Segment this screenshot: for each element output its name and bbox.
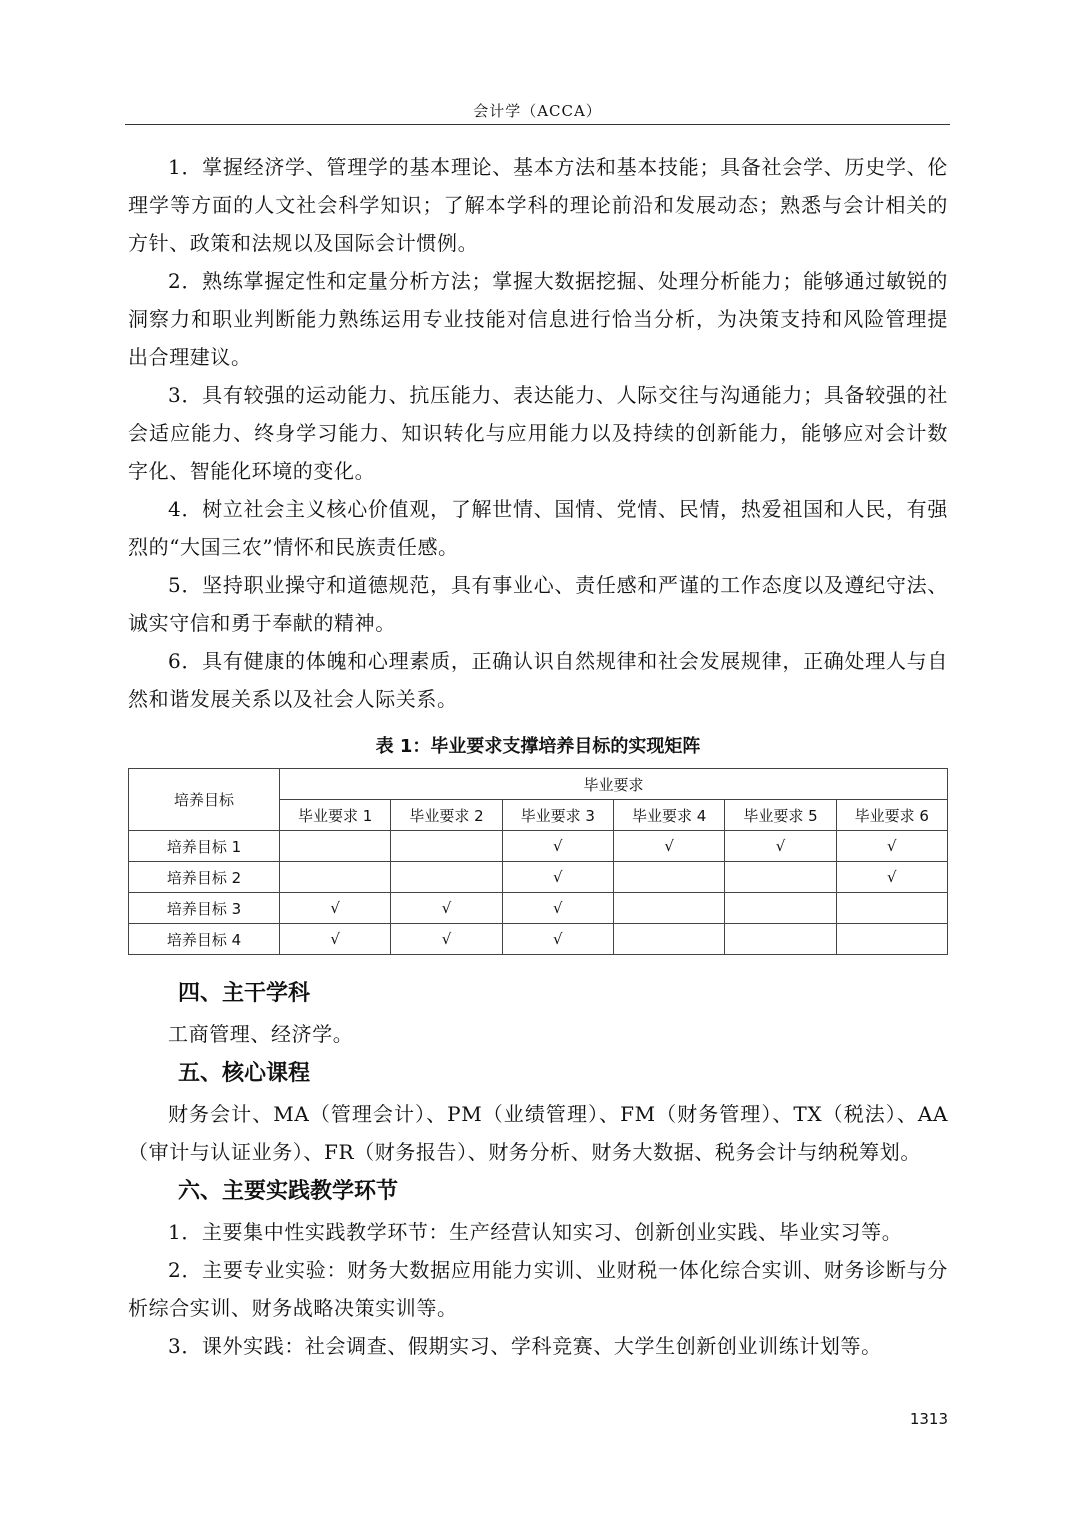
table-row: [129, 924, 948, 955]
column-header: 毕业要求 4: [613, 800, 724, 831]
row-label: 培养目标 2: [129, 862, 280, 893]
table-cell: [280, 831, 391, 862]
paragraph-goal-1: 1．掌握经济学、管理学的基本理论、基本方法和基本技能；具备社会学、历史学、伦理学等方面的人文社会科学知识；了解本学科的理论前沿和发展动态；熟悉与会计相关的方针、政策和法规以及国际会计惯例。: [128, 155, 948, 255]
table-cell: √: [391, 893, 502, 924]
group-header: 毕业要求: [280, 769, 948, 800]
table-cell: √: [502, 831, 613, 862]
page-content: [128, 148, 948, 1365]
table-cell: [836, 924, 947, 955]
table-header-row: [129, 769, 948, 800]
table-caption: 表 1：毕业要求支撑培养目标的实现矩阵: [375, 736, 701, 757]
running-header: 会计学（ACCA）: [473, 102, 602, 120]
requirements-matrix-table: [128, 768, 948, 955]
column-header: 毕业要求 5: [725, 800, 836, 831]
table-cell: √: [391, 924, 502, 955]
table-cell: √: [502, 893, 613, 924]
section-title-practice: 六、主要实践教学环节: [178, 1179, 399, 1204]
main-disciplines-text: 工商管理、经济学。: [168, 1022, 354, 1046]
table-cell: [391, 862, 502, 893]
table-cell: [725, 862, 836, 893]
row-label: 培养目标 4: [129, 924, 280, 955]
row-label: 培养目标 3: [129, 893, 280, 924]
practice-item-2: 2．主要专业实验：财务大数据应用能力实训、业财税一体化综合实训、财务诊断与分析综合实训、财务战略决策实训等。: [128, 1258, 948, 1320]
table-cell: [280, 862, 391, 893]
practice-item-1: 1．主要集中性实践教学环节：生产经营认知实习、创新创业实践、毕业实习等。: [168, 1220, 903, 1244]
paragraph-goal-5: 5．坚持职业操守和道德规范，具有事业心、责任感和严谨的工作态度以及遵纪守法、诚实守信和勇于奉献的精神。: [128, 573, 948, 635]
paragraph-goal-6: 6．具有健康的体魄和心理素质，正确认识自然规律和社会发展规律，正确处理人与自然和谐发展关系以及社会人际关系。: [128, 649, 948, 711]
table-cell: [613, 893, 724, 924]
table-cell: √: [613, 831, 724, 862]
corner-header: 培养目标: [129, 769, 280, 831]
table-row: [129, 862, 948, 893]
table-cell: √: [502, 862, 613, 893]
table-cell: √: [280, 924, 391, 955]
row-label: 培养目标 1: [129, 831, 280, 862]
practice-item-3: 3．课外实践：社会调查、假期实习、学科竞赛、大学生创新创业训练计划等。: [168, 1334, 882, 1358]
table-cell: √: [502, 924, 613, 955]
table-cell: [613, 862, 724, 893]
column-header: 毕业要求 2: [391, 800, 502, 831]
column-header: 毕业要求 6: [836, 800, 947, 831]
paragraph-goal-3: 3．具有较强的运动能力、抗压能力、表达能力、人际交往与沟通能力；具备较强的社会适应能力、终身学习能力、知识转化与应用能力以及持续的创新能力，能够应对会计数字化、智能化环境的变化。: [128, 383, 948, 483]
table-cell: [836, 893, 947, 924]
table-cell: √: [836, 862, 947, 893]
page-number: 1313: [909, 1410, 948, 1428]
section-title-main-disciplines: 四、主干学科: [178, 981, 311, 1006]
section-title-core-courses: 五、核心课程: [178, 1061, 311, 1086]
core-courses-text: 财务会计、MA（管理会计）、PM（业绩管理）、FM（财务管理）、TX（税法）、AA（审计与认证业务）、FR（财务报告）、财务分析、财务大数据、税务会计与纳税筹划。: [128, 1102, 948, 1164]
paragraph-goal-4: 4．树立社会主义核心价值观，了解世情、国情、党情、民情，热爱祖国和人民，有强烈的“大国三农”情怀和民族责任感。: [128, 497, 948, 559]
header-rule: [125, 124, 950, 125]
column-header: 毕业要求 3: [502, 800, 613, 831]
table-row: [129, 893, 948, 924]
table-row: [129, 831, 948, 862]
table-cell: √: [725, 831, 836, 862]
table-cell: √: [836, 831, 947, 862]
paragraph-goal-2: 2．熟练掌握定性和定量分析方法；掌握大数据挖掘、处理分析能力；能够通过敏锐的洞察力和职业判断能力熟练运用专业技能对信息进行恰当分析，为决策支持和风险管理提出合理建议。: [128, 269, 948, 369]
table-cell: [725, 924, 836, 955]
table-cell: [725, 893, 836, 924]
column-header: 毕业要求 1: [280, 800, 391, 831]
table-cell: [613, 924, 724, 955]
table-cell: [391, 831, 502, 862]
table-cell: √: [280, 893, 391, 924]
